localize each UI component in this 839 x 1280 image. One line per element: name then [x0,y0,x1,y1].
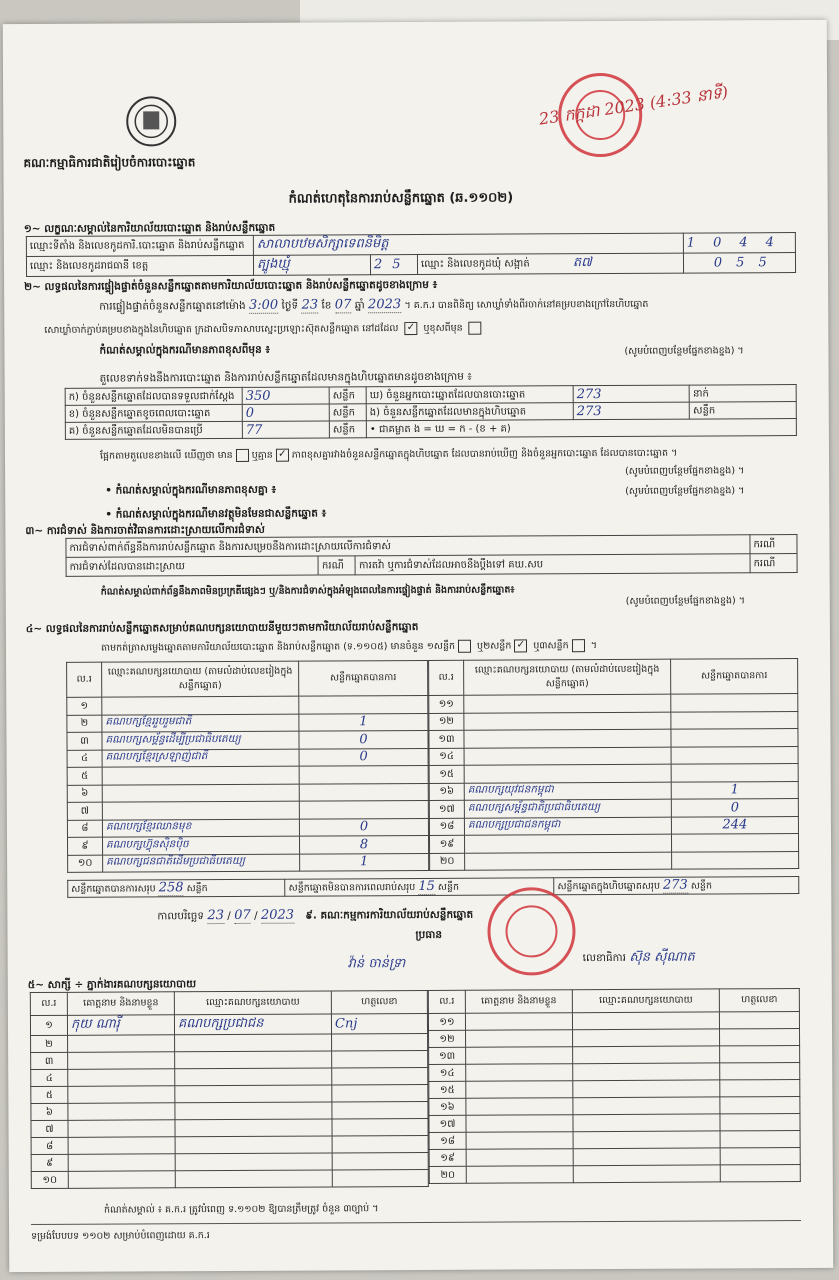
witness-row [429,1080,800,1099]
witness-name [466,1047,573,1065]
footer-divider [31,1220,801,1225]
party-party: គណបក្សយុវជនកម្ពុជា [464,782,671,801]
witness-sign [332,1050,428,1068]
witness-party [573,1080,720,1098]
witness-party [175,1085,332,1103]
fill-hint-3: (សូមបំពេញបន្ថែមផ្នែកខាងខ្នង) ។ [625,485,745,497]
witness-party [175,1051,332,1069]
party-row [67,730,428,749]
witness-name [466,1149,573,1167]
witness-no: ១២ [429,1030,466,1047]
witness-no: ១០ [31,1171,68,1188]
party-row [429,816,798,835]
party-row [68,853,429,872]
party-party [102,801,299,820]
party-party [102,784,299,803]
party-party: គណបក្សសម្ព័ន្ធដើម្បីប្រជាធិបតេយ្យ [102,731,299,750]
section1-table [26,232,796,277]
witness-sign [332,1118,428,1136]
party-party [464,729,671,748]
witness-row [429,1097,800,1116]
party-party: គណបក្សហ៊្វុនស៊ិនប៉ិច [102,836,299,855]
witness-sign [720,1131,800,1148]
party-row [429,711,798,730]
party-party [464,712,671,731]
invalid-total-cell: សន្លឹកឆ្នោតមិនបានការពេលរាប់សរុប 15 សន្លឹក [285,878,554,896]
party-party: គណបក្សប្រជាជនកម្ពុជា [464,817,671,836]
party-no: ៧ [67,802,102,820]
witness-party [175,1153,332,1171]
org-name: គណៈកម្មាធិការជាតិរៀបចំការបោះឆ្នោត [23,155,196,171]
one-sheet-checkbox[interactable] [458,640,471,653]
party-row [67,818,428,837]
section1-title: ១~ លក្ខណៈសម្គាល់នៃការិយាល័យបោះឆ្នោត និងរាប់សន្លឹកឆ្នោត [23,221,276,236]
votes-table-left: ល.រ ឈ្មោះគណបក្សនយោបាយ (តាមលំដាប់លេខរៀងក្នុងសន្លឹកឆ្នោត) សន្លឹកឆ្នោតបានការ ១ ២ គណបក្សខ្មែររួបរួមជាតិ 1 ៣ គណបក្សសម្ព័ន្ធដើម្បីប្រជាធិបតេយ្យ 0 ៤ គណបក្សខ្មែរស្រឡាញ់ជាតិ 0 ៥ ៦ ៧ ៨ គណបក្សខ្មែរឈានមុខ 0 ៩ គណបក្សហ៊្វុនស៊ិនប៉ិច 8 ១០ គណបក្សជនជាតិដើមប្រជាធិបតេយ្យ 1 [66,660,429,873]
party-party: គណបក្សខ្មែររួបរួមជាតិ [102,714,299,733]
witness-no: ៩ [31,1154,68,1171]
witness-sign [332,1135,428,1153]
witness-name [466,1166,573,1184]
diff-note: • កំណត់សម្គាល់ក្នុងករណីមានភាពខុសគ្នា ៖ [105,483,277,497]
witness-name [466,1081,573,1099]
party-votes: 1 [299,713,428,731]
witness-table-left: ល.រ គោត្តនាម និងនាមខ្លួន ឈ្មោះគណបក្សនយោបាយ ហត្ថលេខា ១ កុយ ណារ៉ី គណបក្សប្រជាជន Cnj ២ ៣ ៤ ៥ ៦ ៧ ៨ ៩ ១០ [30,990,429,1189]
witness-sign [332,1033,428,1051]
witness-row [31,1118,428,1137]
nec-emblem-icon [121,93,181,149]
witness-party [175,1068,332,1086]
party-row [67,800,428,819]
form-code: ទម្រង់បែបបទ ១១០២ សម្រាប់បំពេញដោយ គ.ក.រ [31,1230,210,1243]
witness-sign [720,1097,800,1114]
party-party [464,834,671,853]
witness-row [429,1114,800,1133]
witness-row [31,1101,428,1120]
witness-row [429,1063,800,1082]
irregularity-note: កំណត់សម្គាល់ពាក់ព័ន្ធនឹងភាពមិនប្រក្រតីផ្សេងៗ ឬ/និងការជំទាស់ក្នុងអំឡុងពេលនៃការផ្ទៀងផ្ទាត់ និងការរាប់សន្លឹកឆ្នោត៖ [100,584,515,598]
witness-no: ២០ [429,1166,466,1183]
witness-name [466,1030,573,1048]
party-no: ៤ [67,750,102,768]
party-row [429,746,798,765]
witness-name [68,1120,175,1138]
committee-stamp [487,887,575,975]
province-label: ឈ្មោះ និងលេខកូដរាជធានី ខេត្ត [26,255,253,276]
section4-title: ៤~ លទ្ធផលនៃការរាប់សន្លឹកឆ្នោតសម្រាប់គណបក្សនយោបាយនីមួយៗតាមការិយាល័យរាប់សន្លឹកឆ្នោត [25,620,419,636]
chair-label: ប្រធាន [415,928,443,942]
party-row [67,748,428,767]
party-row [429,729,798,748]
witness-sign [332,1067,428,1085]
valid-total-cell: សន្លឹកឆ្នោតបានការសរុប 258 សន្លឹក [68,879,285,897]
party-no: ២០ [430,853,465,871]
witness-name [68,1171,175,1189]
party-row [429,781,798,800]
witness-party [175,1102,332,1120]
witness-no: ១៨ [429,1132,466,1149]
two-sheet-checkbox[interactable]: ✓ [514,639,527,652]
witness-party [573,1097,720,1115]
witness-name: កុយ ណារ៉ី [67,1015,174,1036]
party-no: ៨ [67,820,102,838]
witness-sign [720,1046,800,1063]
commune-cell: ឈ្មោះ និងលេខកូដឃុំ សង្កាត់ ត៧ [417,253,683,274]
footer-note: កំណត់សម្គាល់ ៖ គ.ក.រ ត្រូវបំពេញ ទ.១១០២ ឱ្យបានត្រឹមត្រូវ ចំនួន ៣ច្បាប់ ។ [103,1203,379,1216]
witness-row [428,1012,799,1031]
party-party [464,747,671,766]
witness-sign [332,1101,428,1119]
party-votes: 1 [300,853,429,871]
party-party [464,764,671,783]
witness-name [466,1064,573,1082]
party-no: ១៣ [429,730,464,748]
party-no: ១ [67,697,102,715]
witness-sign [719,1012,799,1029]
witness-name [68,1035,175,1053]
same-checkbox[interactable]: ✓ [404,322,417,335]
party-no: ១៤ [429,748,464,766]
chair-signature: វ៉ាន់ ចាន់ទ្រា [347,956,406,972]
witness-party [573,1148,720,1166]
change-note-label: កំណត់សម្គាល់ក្នុងករណីមានភាពខុសពីមុន ៖ [99,343,271,357]
check-line-1: ការផ្ទៀងផ្ទាត់ចំនួនសន្លឹកឆ្នោតនៅម៉ោង 3:00 ថ្ងៃទី 23 ខែ 07 ឆ្នាំ 2023 ។ គ.ក.រ បានពិនិត្យ សោឃ្លាំទាំងពីរចាក់នៅគម្របខាងក្រៅនៃហិបឆ្នោត [99,297,649,313]
witness-party [175,1034,332,1052]
party-row [67,835,428,854]
party-votes: 1 [671,781,798,799]
party-votes [299,800,428,818]
witness-row [31,1135,428,1154]
party-row [429,694,798,713]
party-votes [299,765,428,783]
party-no: ១២ [429,713,464,731]
objection-table: ការជំទាស់ពាក់ព័ន្ធនឹងការរាប់សន្លឹកឆ្នោត និងការសម្រេចនឹងការដោះស្រាយលើការជំទាស់ ករណី ការជំទាស់ដែលបានដោះស្រាយ ករណី ការតវ៉ា ឬការជំទាស់ដែលអាចនឹងប្តឹងទៅ គឃ.សប ករណី [65,534,797,577]
form-sheet [3,20,834,1272]
witness-row [31,1152,428,1171]
witness-no: ១៧ [429,1115,466,1132]
party-no: ១៥ [429,765,464,783]
party-no: ១៨ [429,818,464,836]
form-title: កំណត់ហេតុនៃការរាប់សន្លឹកឆ្នោត (ឆ.១១០២) [288,190,514,207]
witness-row [429,1029,800,1048]
party-votes [671,711,798,729]
witness-name [466,1132,573,1150]
witness-sign [720,1114,800,1131]
witness-party [573,1131,720,1149]
witness-party [175,1119,332,1137]
witness-no: ១៤ [429,1064,466,1081]
section2-title: ២~ លទ្ធផលនៃការផ្ទៀងផ្ទាត់ចំនួនសន្លឹកឆ្នោតតាមការិយាល័យបោះឆ្នោត និងរាប់សន្លឹកឆ្នោតដូចខាងក្រោម ៖ [24,278,438,294]
party-votes [671,746,798,764]
witness-table-right: ល.រ គោត្តនាម និងនាមខ្លួន ឈ្មោះគណបក្សនយោបាយ ហត្ថលេខា ១១ ១២ ១៣ ១៤ ១៥ ១៦ ១៧ ១៨ ១៩ ២០ [428,988,801,1184]
witness-sign [720,1148,800,1165]
secretary-line: លេខាធិការ ស៊ុន ស៊ីណាត [582,949,695,965]
voters-count: 273 [573,385,689,403]
party-row [429,834,798,853]
party-row [67,783,428,802]
party-no: ៥ [67,767,102,785]
diff-line: ផ្អែកតាមតួលេខខាងលើ ឃើញថា មាន ឬគ្មាន ✓ ភាពខុសគ្នារវាងចំនួនសន្លឹកឆ្នោតក្នុងហិបឆ្នោត ដែលបានរាប់ឃើញ និងចំនួនអ្នកបោះឆ្នោត ដែលបានបោះឆ្នោត ។ [99,447,678,462]
witness-row [30,1013,427,1035]
party-votes: 0 [299,730,428,748]
party-votes [671,694,798,712]
witness-name [68,1137,175,1155]
party-party: គណបក្សសម្ព័ន្ធជាតិប្រជាធិបតេយ្យ [464,799,671,818]
three-sheet-checkbox[interactable] [572,639,585,652]
party-party: គណបក្សជនជាតិដើមប្រជាធិបតេយ្យ [103,854,300,873]
witness-no: ១៣ [429,1047,466,1064]
witness-no: ៦ [31,1103,68,1120]
party-no: ១៩ [429,835,464,853]
party-no: ១៧ [429,800,464,818]
witness-party [573,1114,720,1132]
party-party: គណបក្សខ្មែរឈានមុខ [102,819,299,838]
section3-title: ៣~ ការជំទាស់ និងការចាត់វិធានការដោះស្រាយលើការជំទាស់ [25,523,265,538]
witness-row [429,1165,800,1184]
location-label: ឈ្មោះទីតាំង និងលេខកូដការិ.បោះឆ្នោត និងរាប់សន្លឹកឆ្នោត [26,235,253,256]
votes-table-right: ល.រ ឈ្មោះគណបក្សនយោបាយ (តាមលំដាប់លេខរៀងក្នុងសន្លឹកឆ្នោត) សន្លឹកឆ្នោតបានការ ១១ ១២ ១៣ ១៤ ១៥ ១៦ គណបក្សយុវជនកម្ពុជា 1 ១៧ គណបក្សសម្ព័ន្ធជាតិប្រជាធិបតេយ្យ 0 ១៨ គណបក្សប្រជាជនកម្ពុជា 244 ១៩ ២០ [428,658,799,871]
sheets-line: តាមកត់ត្រាសម្លេងឆ្នោតតាមការិយាល័យបោះឆ្នោត និងរាប់សន្លឹកឆ្នោត (ទ.១១០៥) មានចំនួន ១សន្លឹក ឬ២សន្លឹក ✓ ឬ៣សន្លឹក ។ [100,639,597,654]
date-line: កាលបរិច្ឆេទ 23 / 07 / 2023 ៩. គណៈកម្មការការិយាល័យរាប់សន្លឹកឆ្នោត [157,907,474,924]
party-votes: 0 [671,799,798,817]
party-row [430,851,799,870]
party-row [429,799,798,818]
party-party [464,694,671,713]
commune-code: 055 [683,253,795,274]
party-votes: 0 [299,748,428,766]
province-code: 25 [370,254,417,274]
party-votes [671,729,798,747]
party-row [67,765,428,784]
witness-sign [720,1080,800,1097]
witness-no: ១៩ [429,1149,466,1166]
witness-party [572,1012,719,1030]
witness-no: ៣ [31,1052,68,1069]
witness-no: ៨ [31,1137,68,1154]
witness-no: ៥ [31,1086,68,1103]
witness-party: គណបក្សប្រជាជន [174,1014,331,1035]
witness-name [465,1013,572,1031]
witness-party [175,1136,332,1154]
party-no: ៣ [67,732,102,750]
fill-hint-4: (សូមបំពេញបន្ថែមផ្នែកខាងខ្នង) ។ [625,595,746,607]
votes-summary [67,876,799,898]
party-party [102,766,299,785]
witness-sign [332,1084,428,1102]
witness-no: ១១ [428,1013,465,1030]
stamp-handwriting: 23 កក្កដា 2023 (4:33 នាទី) [537,82,730,129]
witness-party [175,1170,332,1188]
party-votes [299,695,428,713]
counts-intro: តួលេខទាក់ទងនឹងការបោះឆ្នោត និងការរាប់សន្លឹកឆ្នោតដែលមានក្នុងហិបឆ្នោតមានដូចខាងក្រោម ៖ [99,370,472,385]
party-party [102,696,299,715]
party-no: ៩ [67,837,102,855]
witness-name [466,1115,573,1133]
party-votes: 244 [671,816,798,834]
party-no: ១១ [429,695,464,713]
witness-party [573,1046,720,1064]
party-row [67,713,428,732]
diff-no-checkbox[interactable]: ✓ [276,449,289,462]
changed-checkbox[interactable] [469,322,482,335]
party-party: គណបក្សខ្មែរស្រឡាញ់ជាតិ [102,749,299,768]
party-votes [299,783,428,801]
party-votes [671,764,798,782]
location-value: សាលាបឋមសិក្សាទេពនិមិត្ត [253,233,683,255]
witness-row [31,1067,428,1086]
party-votes [671,834,798,852]
witness-sign [720,1165,800,1182]
witness-no: ៤ [31,1069,68,1086]
ballots-in-box: 273 [573,402,689,420]
witness-party [573,1165,720,1183]
unused-ballots: 77 [242,421,329,438]
party-no: ១០ [68,855,103,873]
party-party [465,852,672,871]
party-no: ៦ [67,785,102,803]
counts-table: ក) ចំនួនសន្លឹកឆ្នោតដែលបានទទួលជាក់ស្តែង 350 សន្លឹក ឃ) ចំនួនអ្នកបោះឆ្នោតដែលបានបោះឆ្នោត 273 នាក់ ខ) ចំនួនសន្លឹកឆ្នោតខូចពេលបោះឆ្នោត 0 សន្លឹក ង) ចំនួនសន្លឹកឆ្នោតដែលមានក្នុងហិបឆ្នោត 273 សន្លឹក គ) ចំនួនសន្លឹកឆ្នោតដែលមិនបានប្រើ 77 សន្លឹក • ជាគម្លាត ង = ឃ = ក - (ខ + គ) [65,384,797,440]
party-no: ២ [67,715,102,733]
witness-row [429,1046,800,1065]
witness-row [429,1131,800,1150]
witness-name [68,1086,175,1104]
witness-sign [332,1152,428,1170]
witness-row [31,1050,428,1069]
witness-row [31,1169,428,1188]
diff-yes-checkbox[interactable] [236,449,249,462]
party-row [429,764,798,783]
witness-sign [720,1063,800,1080]
witness-party [573,1029,720,1047]
witness-sign: Cnj [331,1013,427,1034]
witness-no: ១ [30,1015,67,1035]
check-line-2: សោឃ្លាំចាក់ភ្ជាប់គម្របខាងក្នុងនៃហិបឆ្នោត ក្រដាសបិទភាសាបស្នេះប្រឡោះស៊ុតសន្លឹកឆ្នោត នៅដដែល ✓ ឬខុសពីមុន [44,322,484,338]
party-no: ១៦ [429,783,464,801]
received-ballots: 350 [242,387,329,404]
fill-hint-1: (សូមបំពេញបន្ថែមផ្នែកខាងខ្នង) ។ [624,345,744,357]
witness-party [573,1063,720,1081]
witness-no: ១៦ [429,1098,466,1115]
witness-name [466,1098,573,1116]
spoiled-ballots: 0 [242,404,329,421]
party-votes [672,851,799,869]
location-code: 1044 [683,233,795,254]
witness-row [31,1084,428,1103]
party-row [67,695,428,714]
witness-no: ២ [31,1035,68,1052]
witness-name [68,1103,175,1121]
witness-name [68,1069,175,1087]
box-total-cell: សន្លឹកឆ្នោតក្នុងហិបឆ្នោតសរុប 273 សន្លឹក [554,877,799,895]
witness-row [31,1033,428,1052]
witness-no: ៧ [31,1120,68,1137]
section5-title: ៥~ សាក្សី ÷ ភ្នាក់ងារគណបក្សនយោបាយ [27,978,197,992]
witness-sign [720,1029,800,1046]
party-votes: 8 [299,835,428,853]
province-value: ត្បូងឃ្មុំ [253,255,370,276]
witness-no: ១៥ [429,1081,466,1098]
witness-sign [332,1169,428,1187]
witness-name [68,1154,175,1172]
witness-name [68,1052,175,1070]
party-votes: 0 [299,818,428,836]
fill-hint-2: (សូមបំពេញបន្ថែមផ្នែកខាងខ្នង) ។ [625,465,745,477]
witness-row [429,1148,800,1167]
object-note: • កំណត់សម្គាល់ក្នុងករណីមានវត្ថុមិនមែនជាសន្លឹកឆ្នោត ៖ [105,507,327,521]
